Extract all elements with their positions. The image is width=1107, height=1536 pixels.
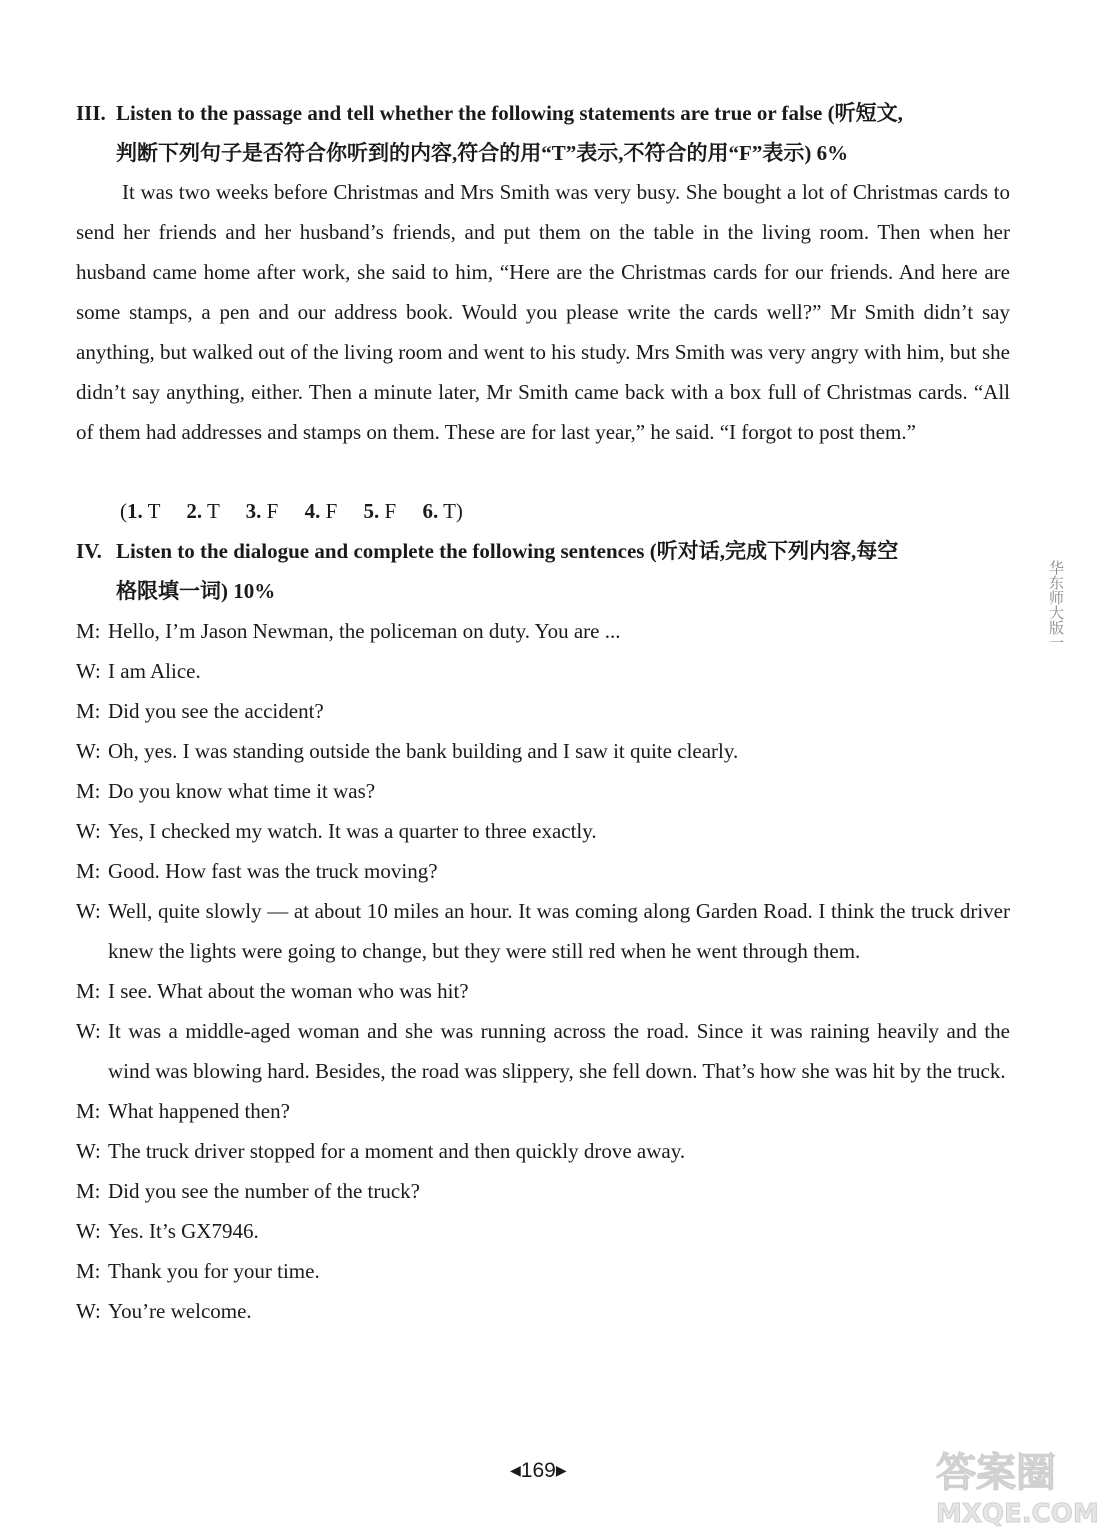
answer-value: T <box>443 499 456 523</box>
dialogue-turn <box>76 1251 1010 1291</box>
dialogue-speaker: M: <box>76 619 101 643</box>
dialogue-turn <box>76 731 1010 771</box>
dialogue-turn <box>76 611 1010 651</box>
watermark-bottom-text: MXQE.COM <box>936 1499 1099 1529</box>
dialogue-text: Yes, I checked my watch. It was a quarter to three exactly. <box>108 819 597 843</box>
dialogue-turn <box>76 1291 1010 1331</box>
right-triangle-icon: ▶ <box>555 1462 567 1478</box>
dialogue-speaker: M: <box>76 779 101 803</box>
answer-value: T <box>147 499 161 523</box>
answer-value: F <box>325 499 338 523</box>
section-3-heading-cn: 判断下列句子是否符合你听到的内容,符合的用“T”表示,不符合的用“F”表示) 6% <box>116 141 849 165</box>
dialogue-text: Good. How fast was the truck moving? <box>108 859 438 883</box>
dialogue-turn <box>76 891 1010 971</box>
answer-number: 5. <box>363 499 380 523</box>
answer-number: 2. <box>186 499 203 523</box>
dialogue-speaker: W: <box>76 1219 101 1243</box>
dialogue-turn <box>76 1011 1010 1091</box>
watermark-top-text: 答案圈 <box>936 1450 1056 1496</box>
dialogue-text: You’re welcome. <box>108 1299 252 1323</box>
section-4-heading-cn: 格限填一词) 10% <box>116 579 276 603</box>
dialogue-text: Do you know what time it was? <box>108 779 376 803</box>
answer-item <box>127 499 160 523</box>
dialogue-speaker: W: <box>76 1139 101 1163</box>
dialogue-text: Hello, I’m Jason Newman, the policeman on duty. You are ... <box>108 619 621 643</box>
answer-value: T <box>206 499 220 523</box>
dialogue-text: I am Alice. <box>108 659 201 683</box>
answer-item <box>186 499 219 523</box>
answer-number: 4. <box>304 499 321 523</box>
dialogue-turn <box>76 851 1010 891</box>
dialogue-turn <box>76 771 1010 811</box>
dialogue-text: Oh, yes. I was standing outside the bank building and I saw it quite clearly. <box>108 739 739 763</box>
dialogue-turn <box>76 811 1010 851</box>
left-triangle-icon: ◀ <box>510 1462 521 1478</box>
answer-number: 3. <box>245 499 262 523</box>
dialogue-text: I see. What about the woman who was hit? <box>108 979 469 1003</box>
answer-number: 6. <box>422 499 439 523</box>
dialogue-speaker: M: <box>76 1259 101 1283</box>
dialogue-speaker: M: <box>76 699 101 723</box>
section-3-heading <box>76 93 1012 173</box>
dialogue-speaker: M: <box>76 1179 101 1203</box>
dialogue-text: The truck driver stopped for a moment and then quickly drove away. <box>108 1139 686 1163</box>
page-number-value: 169 <box>520 1459 556 1482</box>
dialogue-speaker: M: <box>76 979 101 1003</box>
dialogue-speaker: M: <box>76 1099 101 1123</box>
dialogue-turn <box>76 1091 1010 1131</box>
answer-value: F <box>266 499 279 523</box>
dialogue-turn <box>76 1211 1010 1251</box>
dialogue-turn <box>76 971 1010 1011</box>
dialogue-text: Did you see the number of the truck? <box>108 1179 420 1203</box>
dialogue-speaker: W: <box>76 1019 101 1043</box>
dialogue-turn <box>76 1131 1010 1171</box>
answer-item <box>364 499 397 523</box>
section-4-dialogue <box>76 611 1010 1331</box>
dialogue-text: Well, quite slowly — at about 10 miles an hour. It was coming along Garden Road. I think the truck driver knew the lights were going to change, but they were still red when he went through them. <box>108 899 1010 963</box>
dialogue-speaker: W: <box>76 819 101 843</box>
dialogue-speaker: W: <box>76 1299 101 1323</box>
section-3-heading-en: Listen to the passage and tell whether the following statements are true or false (听短文, <box>116 101 903 125</box>
dialogue-speaker: M: <box>76 859 101 883</box>
section-4-number: IV. <box>76 539 102 563</box>
answer-number: 1. <box>127 499 143 523</box>
dialogue-speaker: W: <box>76 659 101 683</box>
section-4-heading <box>76 531 1012 611</box>
answer-value: F <box>384 499 397 523</box>
dialogue-text: Did you see the accident? <box>108 699 324 723</box>
page-number <box>510 1456 567 1485</box>
dialogue-speaker: W: <box>76 739 101 763</box>
watermark-logo <box>930 1440 1100 1530</box>
side-margin-text: 华东师大版一 <box>1047 560 1065 650</box>
dialogue-text: Yes. It’s GX7946. <box>108 1219 259 1243</box>
dialogue-turn <box>76 691 1010 731</box>
dialogue-text: What happened then? <box>108 1099 290 1123</box>
answer-item <box>305 499 338 523</box>
section-4-heading-en: Listen to the dialogue and complete the following sentences (听对话,完成下列内容,每空 <box>116 539 899 563</box>
dialogue-turn <box>76 651 1010 691</box>
dialogue-text: Thank you for your time. <box>108 1259 320 1283</box>
section-3-number: III. <box>76 101 106 125</box>
answer-item <box>246 499 279 523</box>
section-3-passage: It was two weeks before Christmas and Mrs Smith was very busy. She bought a lot of Christmas cards to send her friends and her husband’s friends, and put them on the table in the living room. Then when her husband came home after work, she said to him, “Here are the Christmas cards for our friends. And here are some stamps, a pen and our address book. Would you please write the cards well?” Mr Smith didn’t say anything, but walked out of the living room and went to his study. Mrs Smith was very angry with him, but she didn’t say anything, either. Then a minute later, Mr Smith came back with a box full of Christmas cards. “All of them had addresses and stamps on them. These are for last year,” he said. “I forgot to post them.” <box>76 180 1010 444</box>
dialogue-text: It was a middle-aged woman and she was running across the road. Since it was raining heavily and the wind was blowing hard. Besides, the road was slippery, she fell down. That’s how she was hit by the truck. <box>108 1019 1010 1083</box>
answer-item <box>422 499 455 523</box>
dialogue-speaker: W: <box>76 899 101 923</box>
dialogue-turn <box>76 1171 1010 1211</box>
section-3-answers: (1. T 2. T 3. F 4. F 5. F 6. T) <box>120 499 463 523</box>
